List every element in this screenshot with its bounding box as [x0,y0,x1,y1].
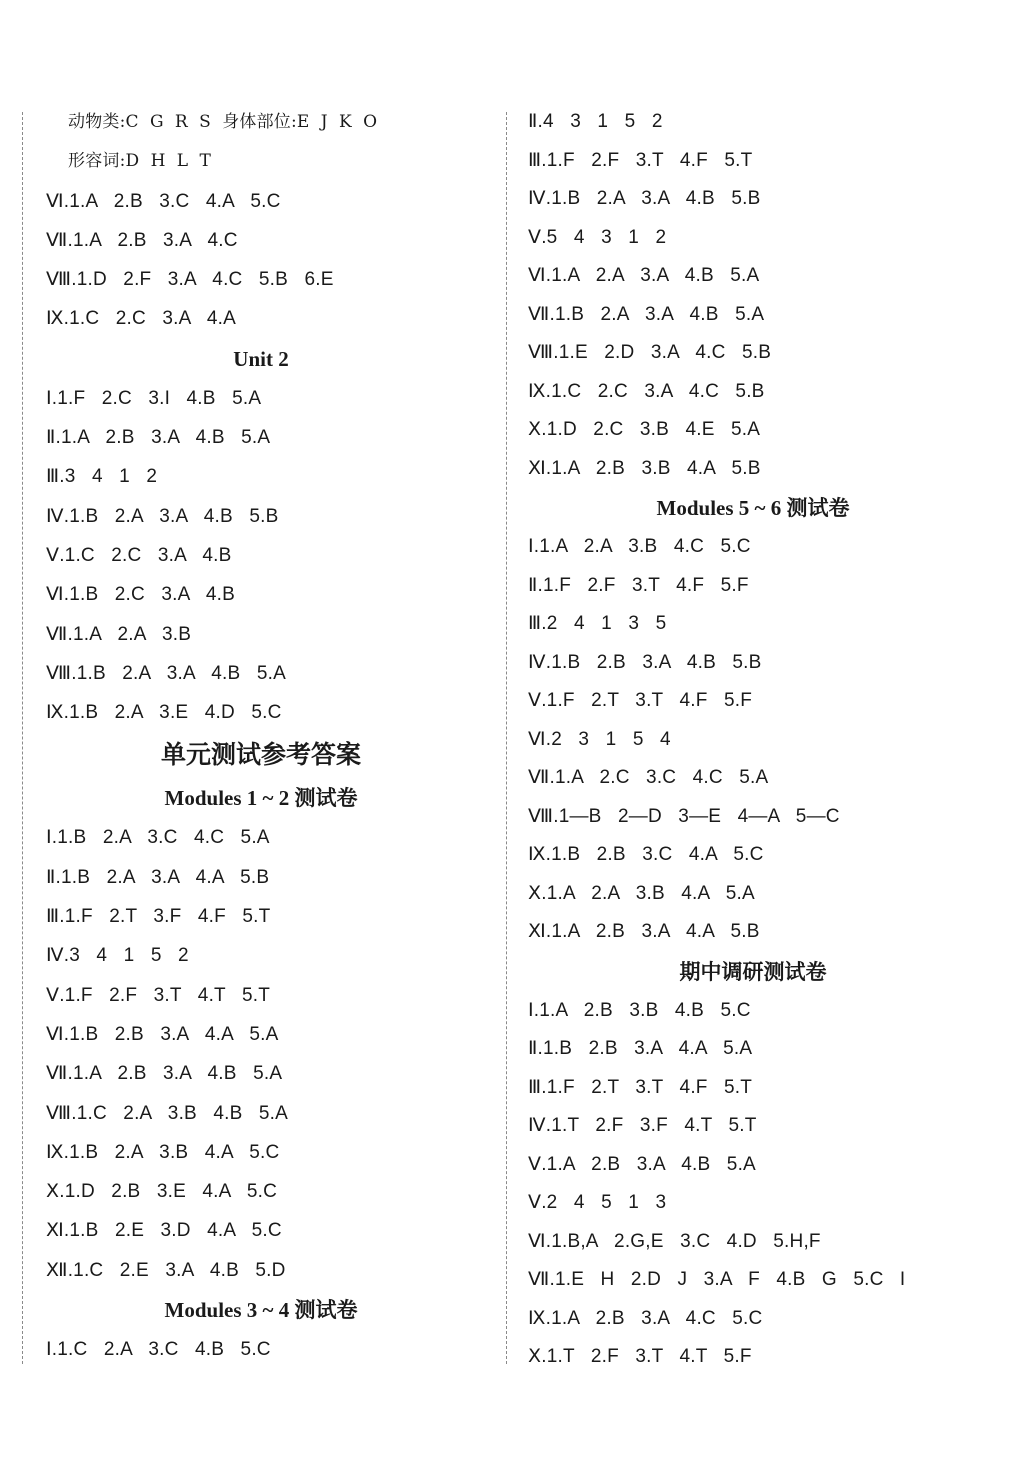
answer-line: Ⅷ.1.E 2.D 3.A 4.C 5.B [528,342,772,363]
answer-line: 形容词:D H L T [68,151,212,172]
section-heading: Modules 3 ~ 4 测试卷 [164,1298,358,1323]
answer-line: Ⅶ.1.E H 2.D J 3.A F 4.B G 5.C I [528,1269,906,1290]
answer-line: Ⅱ.1.B 2.B 3.A 4.A 5.A [528,1038,753,1059]
answer-line: Ⅸ.1.B 2.A 3.E 4.D 5.C [46,702,282,724]
answer-column-left [46,103,486,1369]
right-column-divider [506,112,507,1364]
section-heading: Modules 1 ~ 2 测试卷 [164,786,358,811]
answer-line: Ⅴ.1.F 2.F 3.T 4.T 5.T [46,984,270,1006]
answer-line: Ⅹ.1.A 2.A 3.B 4.A 5.A [528,882,755,904]
answer-line: Ⅴ.5 4 3 1 2 [528,226,667,248]
answer-line: Ⅰ.1.A 2.B 3.B 4.B 5.C [528,999,751,1021]
answer-line: Ⅱ.1.A 2.B 3.A 4.B 5.A [46,427,271,449]
left-column-divider [22,112,23,1364]
answer-line: Ⅳ.1.B 2.B 3.A 4.B 5.B [528,651,762,673]
section-heading: Unit 2 [233,346,289,371]
answer-line: Ⅲ.3 4 1 2 [46,466,158,488]
answer-line: Ⅷ.1.C 2.A 3.B 4.B 5.A [46,1102,289,1124]
answer-line: Ⅹ.1.D 2.B 3.E 4.A 5.C [46,1181,278,1203]
answer-line: Ⅺ.1.A 2.B 3.B 4.A 5.B [528,457,761,479]
page-section-title: 单元测试参考答案 [160,740,361,770]
answer-line: Ⅴ.2 4 5 1 3 [528,1192,667,1213]
answer-line: 动物类:C G R S 身体部位:E J K O [68,112,378,132]
answer-line: Ⅱ.1.B 2.A 3.A 4.A 5.B [46,866,270,888]
answer-line: Ⅵ.1.B 2.B 3.A 4.A 5.A [46,1023,279,1045]
answer-line: Ⅹ.1.D 2.C 3.B 4.E 5.A [528,419,761,440]
answer-line: Ⅱ.1.F 2.F 3.T 4.F 5.F [528,574,749,596]
answer-line: Ⅲ.2 4 1 3 5 [528,613,667,634]
answer-line: Ⅶ.1.A 2.C 3.C 4.C 5.A [528,767,769,788]
answer-line: Ⅸ.1.C 2.C 3.A 4.C 5.B [528,380,765,402]
answer-line: Ⅶ.1.A 2.B 3.A 4.C [46,229,238,251]
answer-line: Ⅷ.1—B 2—D 3—E 4—A 5—C [528,805,840,827]
answer-line: Ⅳ.1.T 2.F 3.F 4.T 5.T [528,1115,757,1136]
answer-line: Ⅸ.1.B 2.A 3.B 4.A 5.C [46,1141,280,1163]
answer-line: Ⅷ.1.B 2.A 3.A 4.B 5.A [46,662,286,684]
answer-line: Ⅸ.1.B 2.B 3.C 4.A 5.C [528,844,764,865]
answer-line: Ⅵ.1.B 2.C 3.A 4.B [46,584,235,606]
answer-line: Ⅺ.1.B 2.E 3.D 4.A 5.C [46,1220,282,1242]
answer-line: Ⅶ.1.B 2.A 3.A 4.B 5.A [528,303,765,325]
section-heading: Modules 5 ~ 6 测试卷 [656,496,850,520]
answer-line: Ⅵ.1.A 2.B 3.C 4.A 5.C [46,190,281,212]
answer-line: Ⅲ.1.F 2.T 3.F 4.F 5.T [46,906,271,928]
answer-line: Ⅸ.1.A 2.B 3.A 4.C 5.C [528,1307,763,1329]
answer-line: Ⅹ.1.T 2.F 3.T 4.T 5.F [528,1346,752,1367]
answer-line: Ⅴ.1.A 2.B 3.A 4.B 5.A [528,1153,756,1175]
answer-line: Ⅱ.4 3 1 5 2 [528,111,663,132]
answer-line: Ⅶ.1.A 2.A 3.B [46,623,192,645]
answer-line: Ⅳ.1.B 2.A 3.A 4.B 5.B [46,505,279,527]
answer-line: Ⅲ.1.F 2.F 3.T 4.F 5.T [528,149,753,171]
section-heading: 期中调研测试卷 [679,959,827,984]
answer-line: Ⅰ.1.A 2.A 3.B 4.C 5.C [528,536,751,557]
answer-column-right [528,103,988,1377]
answer-line: Ⅳ.3 4 1 5 2 [46,945,189,967]
answer-line: Ⅴ.1.F 2.T 3.T 4.F 5.F [528,690,752,711]
answer-line: Ⅵ.1.A 2.A 3.A 4.B 5.A [528,265,760,286]
answer-line: Ⅰ.1.F 2.C 3.I 4.B 5.A [46,387,262,409]
answer-line: Ⅵ.2 3 1 5 4 [528,728,671,750]
answer-line: Ⅻ.1.C 2.E 3.A 4.B 5.D [46,1259,286,1281]
answer-line: Ⅰ.1.B 2.A 3.C 4.C 5.A [46,827,270,849]
answer-line: Ⅷ.1.D 2.F 3.A 4.C 5.B 6.E [46,269,334,291]
answer-line: Ⅵ.1.B,A 2.G,E 3.C 4.D 5.H,F [528,1230,821,1252]
answer-line: Ⅴ.1.C 2.C 3.A 4.B [46,544,232,566]
answer-line: Ⅺ.1.A 2.B 3.A 4.A 5.B [528,921,760,942]
answer-line: Ⅲ.1.F 2.T 3.T 4.F 5.T [528,1076,753,1098]
answer-line: Ⅸ.1.C 2.C 3.A 4.A [46,308,236,330]
answer-line: Ⅳ.1.B 2.A 3.A 4.B 5.B [528,188,761,209]
answer-line: Ⅶ.1.A 2.B 3.A 4.B 5.A [46,1063,283,1085]
answer-line: Ⅰ.1.C 2.A 3.C 4.B 5.C [46,1339,271,1361]
